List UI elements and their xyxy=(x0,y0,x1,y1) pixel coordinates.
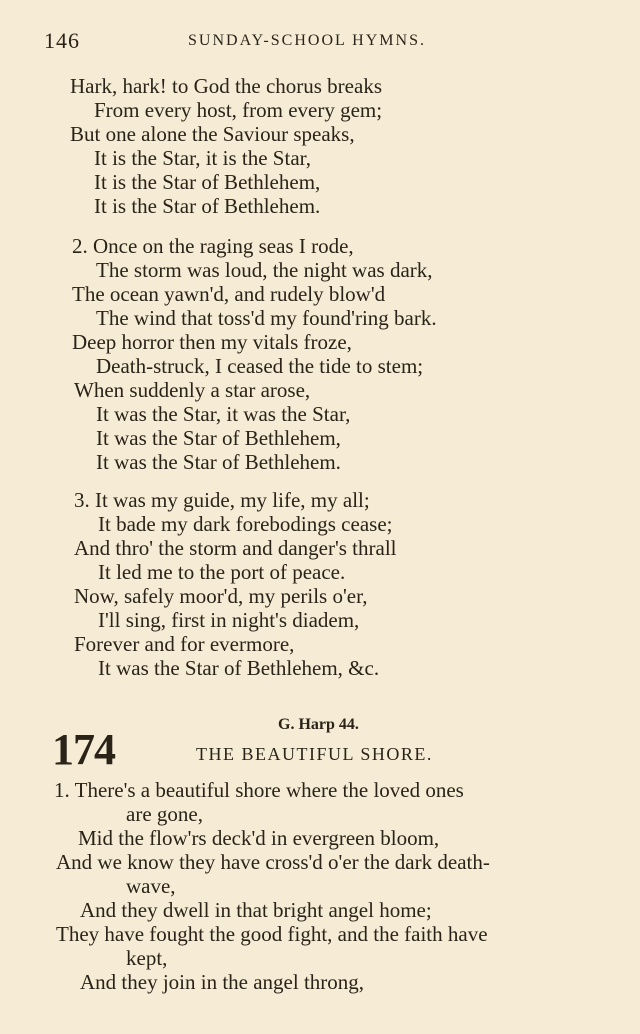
running-head: SUNDAY-SCHOOL HYMNS. xyxy=(188,32,426,49)
verse-line: 2. Once on the raging seas I rode, xyxy=(72,234,354,258)
verse-line: But one alone the Saviour speaks, xyxy=(70,122,355,146)
verse-line: kept, xyxy=(126,946,168,970)
verse-line: It is the Star of Bethlehem. xyxy=(94,194,321,218)
verse-line: It was the Star of Bethlehem, xyxy=(96,426,341,450)
verse-line: Mid the flow'rs deck'd in evergreen bloom, xyxy=(78,826,440,850)
verse-line: And thro' the storm and danger's thrall xyxy=(74,536,397,560)
verse-line: Death-struck, I ceased the tide to stem; xyxy=(96,354,424,378)
verse-line: The storm was loud, the night was dark, xyxy=(96,258,433,282)
verse-line: It was the Star of Bethlehem. xyxy=(96,450,341,474)
verse-line: It is the Star of Bethlehem, xyxy=(94,170,321,194)
verse-line: The ocean yawn'd, and rudely blow'd xyxy=(72,282,386,306)
verse-line: Hark, hark! to God the chorus breaks xyxy=(70,74,382,98)
verse-line: Now, safely moor'd, my perils o'er, xyxy=(74,584,368,608)
verse-line: It is the Star, it is the Star, xyxy=(94,146,312,170)
verse-line: And they join in the angel throng, xyxy=(80,970,365,994)
verse-line: And we know they have cross'd o'er the dark death- xyxy=(56,850,490,874)
verse-line: Deep horror then my vitals froze, xyxy=(72,330,352,354)
verse-line: It led me to the port of peace. xyxy=(98,560,346,584)
verse-line: 1. There's a beautiful shore where the loved ones xyxy=(54,778,464,802)
verse-line: 3. It was my guide, my life, my all; xyxy=(74,488,370,512)
hymn-title: THE BEAUTIFUL SHORE. xyxy=(196,744,433,764)
verse-line: Forever and for evermore, xyxy=(74,632,295,656)
verse-line: When suddenly a star arose, xyxy=(74,378,311,402)
tune-reference: G. Harp 44. xyxy=(278,716,359,733)
page-number: 146 xyxy=(44,28,80,53)
verse-line: wave, xyxy=(126,874,176,898)
verse-line: It bade my dark forebodings cease; xyxy=(98,512,393,536)
verse-line: It was the Star of Bethlehem, &c. xyxy=(98,656,380,680)
verse-line: From every host, from every gem; xyxy=(94,98,383,122)
verse-line: The wind that toss'd my found'ring bark. xyxy=(96,306,437,330)
verse-line: are gone, xyxy=(126,802,203,826)
verse-line: It was the Star, it was the Star, xyxy=(96,402,351,426)
verse-line: I'll sing, first in night's diadem, xyxy=(98,608,360,632)
verse-line: They have fought the good fight, and the faith have xyxy=(56,922,488,946)
hymn-number: 174 xyxy=(52,725,115,774)
verse-line: And they dwell in that bright angel home; xyxy=(80,898,432,922)
page-header xyxy=(0,28,640,56)
